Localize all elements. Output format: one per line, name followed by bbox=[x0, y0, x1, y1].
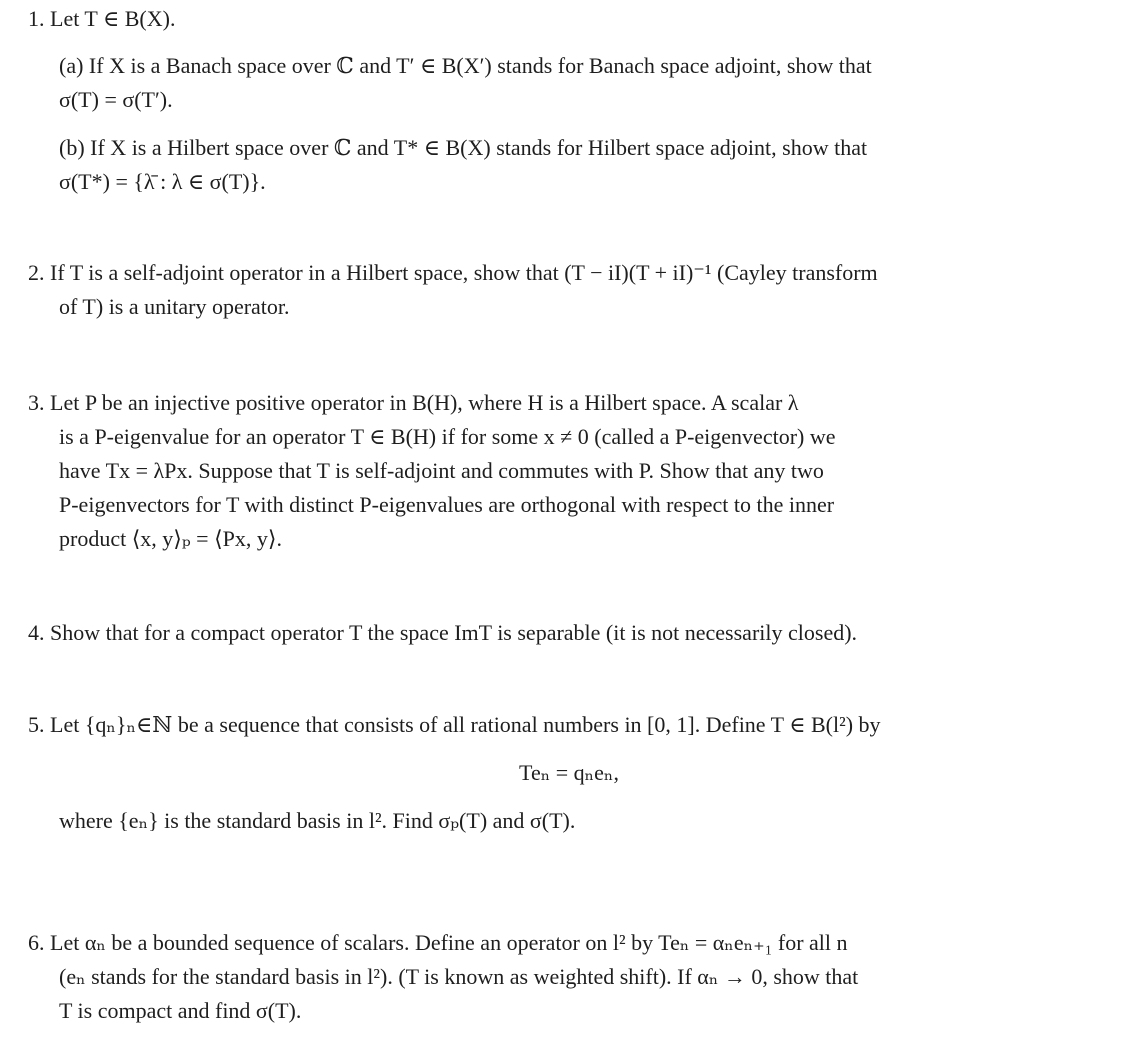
problem-2-line-1: 2. If T is a self-adjoint operator in a Hilbert space, show that (T − iI)(T + iI)⁻¹ (Cayley transform bbox=[28, 260, 878, 285]
problem-3-line-1: 3. Let P be an injective positive operator in B(H), where H is a Hilbert space. A scalar λ bbox=[28, 390, 799, 415]
problem-5-line-1: 5. Let {qₙ}ₙ∈ℕ be a sequence that consists of all rational numbers in [0, 1]. Define T ∈ B(l²) by bbox=[28, 712, 881, 737]
problem-4 bbox=[28, 616, 1110, 650]
problem-3-line-4: P-eigenvectors for T with distinct P-eigenvalues are orthogonal with respect to the inner bbox=[59, 492, 835, 517]
problem-2-line-2: of T) is a unitary operator. bbox=[59, 294, 290, 319]
problem-3 bbox=[28, 386, 1110, 556]
problem-6-line-2: (eₙ stands for the standard basis in l²). (T is known as weighted shift). If αₙ → 0, show that bbox=[59, 964, 859, 989]
problem-5-line-3: where {eₙ} is the standard basis in l². Find σₚ(T) and σ(T). bbox=[59, 808, 576, 833]
problem-1b-line-1: (b) If X is a Hilbert space over ℂ and T* ∈ B(X) stands for Hilbert space adjoint, show that bbox=[59, 135, 868, 160]
problem-4-line-1: 4. Show that for a compact operator T the space ImT is separable (it is not necessarily closed). bbox=[28, 620, 858, 645]
problem-1-statement: 1. Let T ∈ B(X). bbox=[28, 6, 176, 31]
problem-5-display-equation: Teₙ = qₙeₙ, bbox=[519, 760, 619, 785]
problem-2 bbox=[28, 256, 1110, 324]
problem-6 bbox=[28, 926, 1110, 1028]
problem-1a-line-2: σ(T) = σ(T′). bbox=[59, 87, 173, 112]
problem-3-line-2: is a P-eigenvalue for an operator T ∈ B(H) if for some x ≠ 0 (called a P-eigenvector) we bbox=[59, 424, 836, 449]
problem-5 bbox=[28, 708, 1110, 838]
problem-3-line-3: have Tx = λPx. Suppose that T is self-adjoint and commutes with P. Show that any two bbox=[59, 458, 824, 483]
problem-3-line-5: product ⟨x, y⟩ₚ = ⟨Px, y⟩. bbox=[59, 526, 282, 551]
problem-1b-line-2: σ(T*) = {λ̄ : λ ∈ σ(T)}. bbox=[59, 169, 266, 194]
problem-6-line-1: 6. Let αₙ be a bounded sequence of scalars. Define an operator on l² by Teₙ = αₙeₙ₊₁ for all n bbox=[28, 930, 848, 955]
problem-6-line-3: T is compact and find σ(T). bbox=[59, 998, 302, 1023]
problem-1a-line-1: (a) If X is a Banach space over ℂ and T′ ∈ B(X′) stands for Banach space adjoint, show that bbox=[59, 53, 872, 78]
problem-1 bbox=[28, 2, 1110, 199]
